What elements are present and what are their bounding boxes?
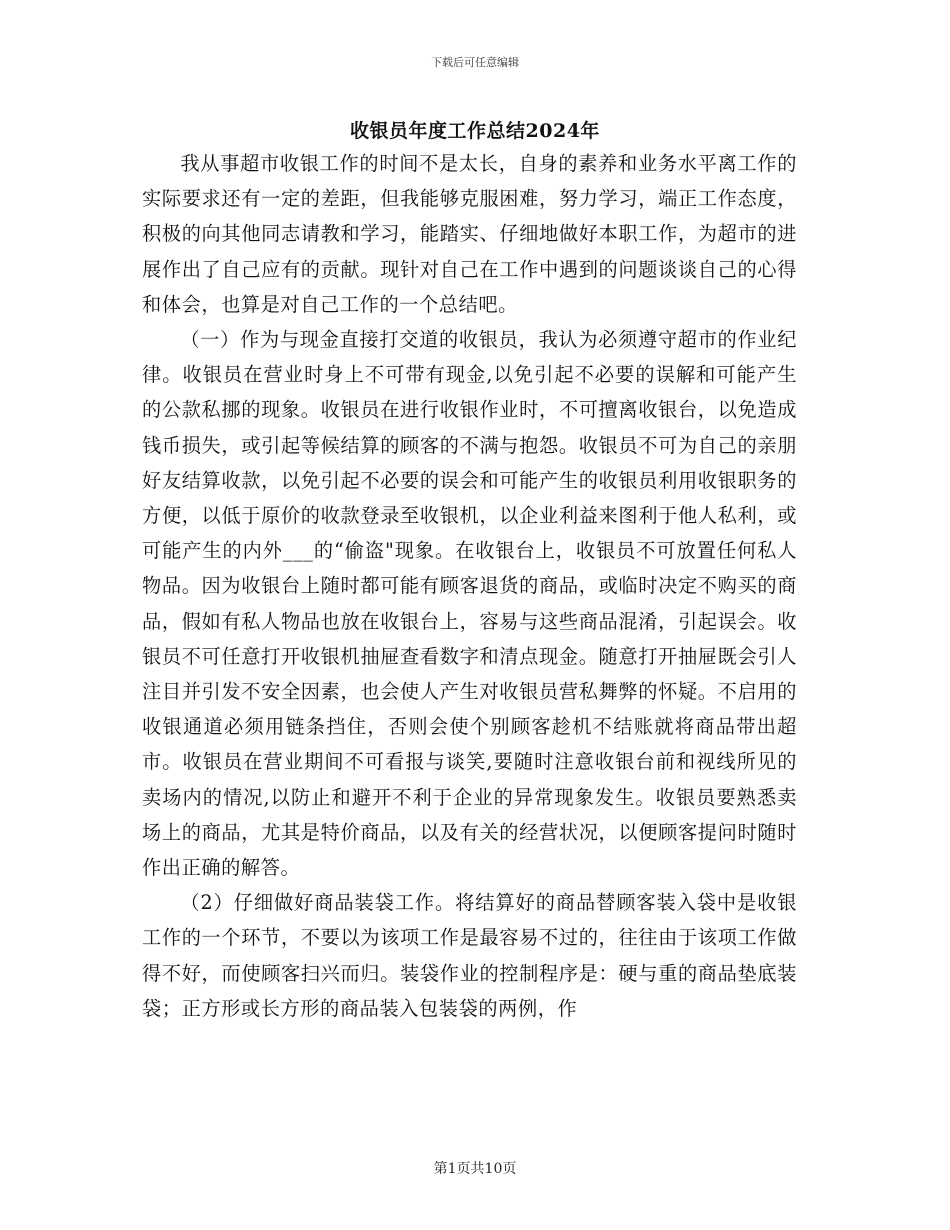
page-number-footer: 第1页共10页	[433, 1161, 517, 1177]
paragraph-intro: 我从事超市收银工作的时间不是太长，自身的素养和业务水平离工作的实际要求还有一定的差距，但我能够克服困难，努力学习，端正工作态度，积极的向其他同志请教和学习，能踏实、仔细地做好本职工作，为超市的进展作出了自己应有的贡献。现针对自己在工作中遇到的问题谈谈自己的心得和体会，也算是对自己工作的一个总结吧。	[142, 152, 797, 316]
document-title: 收银员年度工作总结2024年	[350, 120, 600, 142]
document-body	[142, 146, 797, 1026]
header-note: 下载后可任意编辑	[431, 56, 519, 69]
paragraph-section-2: （2）仔细做好商品装袋工作。将结算好的商品替顾客装入袋中是收银工作的一个环节，不要以为该项工作是最容易不过的，往往由于该项工作做得不好，而使顾客扫兴而归。装袋作业的控制程序是：硬与重的商品垫底装袋；正方形或长方形的商品装入包装袋的两例，作	[142, 891, 797, 1020]
paragraph-section-1: （一）作为与现金直接打交道的收银员，我认为必须遵守超市的作业纪律。收银员在营业时身上不可带有现金,以免引起不必要的误解和可能产生的公款私挪的现象。收银员在进行收银作业时，不可擅离收银台，以免造成钱币损失，或引起等候结算的顾客的不满与抱怨。收银员不可为自己的亲朋好友结算收款，以免引起不必要的误会和可能产生的收银员利用收银职务的方便，以低于原价的收款登录至收银机，以企业利益来图利于他人私利，或可能产生的内外___的“偷盗"现象。在收银台上，收银员不可放置任何私人物品。因为收银台上随时都可能有顾客退货的商品，或临时决定不购买的商品，假如有私人物品也放在收银台上，容易与这些商品混淆，引起误会。收银员不可任意打开收银机抽屉查看数字和清点现金。随意打开抽屉既会引人注目并引发不安全因素，也会使人产生对收银员营私舞弊的怀疑。不启用的收银通道必须用链条挡住，否则会使个别顾客趁机不结账就将商品带出超市。收银员在营业期间不可看报与谈笑,要随时注意收银台前和视线所见的卖场内的情况,以防止和避开不利于企业的异常现象发生。收银员要熟悉卖场上的商品，尤其是特价商品，以及有关的经营状况，以便顾客提问时随时作出正确的解答。	[142, 328, 797, 880]
